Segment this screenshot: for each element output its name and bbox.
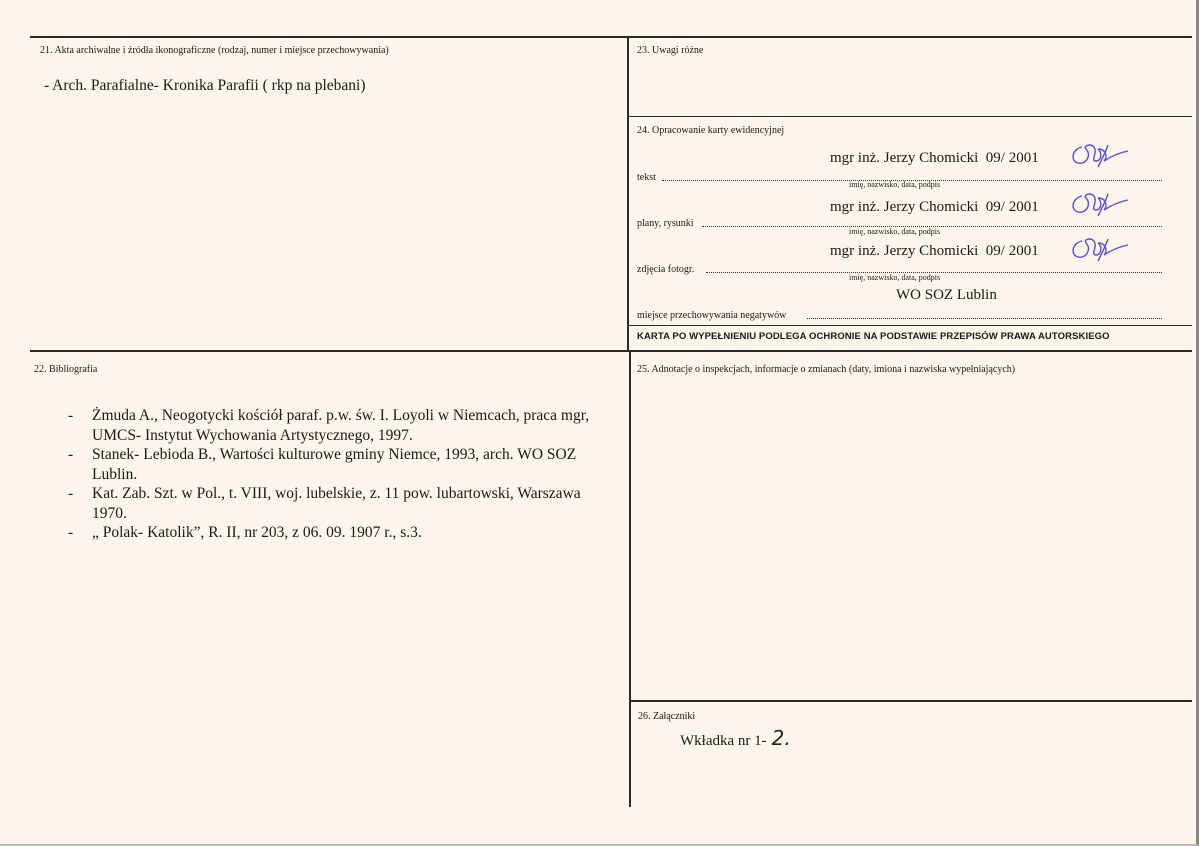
signature-text [1068, 137, 1132, 171]
bibliography-item [68, 484, 608, 523]
plans-row-caption: imię, nazwisko, data, podpis [849, 227, 941, 236]
bibliography-item-text: Żmuda A., Neogotycki kościół paraf. p.w. św. I. Loyoli w Niemcach, praca mgr, UMCS- Instytut Wychowania Artystycznego, 1997. [92, 407, 590, 444]
text-row-caption: imię, nazwisko, data, podpis [849, 180, 941, 189]
notice-top-rule [628, 325, 1192, 326]
section21-label: 21. Akta archiwalne i źródła ikonograficzne (rodzaj, numer i miejsce przechowywania) [40, 45, 389, 56]
section21-entry: - Arch. Parafialne- Kronika Parafii ( rkp na plebani) [44, 77, 366, 94]
section26-label: 26. Załączniki [638, 711, 696, 722]
list-dash: - [68, 446, 74, 463]
photos-row-caption: imię, nazwisko, data, podpis [849, 273, 941, 282]
storage-value: WO SOZ Lublin [896, 287, 997, 303]
attachments-number: 2. [771, 726, 791, 750]
bibliography-item [68, 523, 608, 543]
bibliography-item-text: Kat. Zab. Szt. w Pol., t. VIII, woj. lubelskie, z. 11 pow. lubartowski, Warszawa 1970. [92, 485, 581, 522]
bibliography-item [68, 445, 608, 484]
bibliography-item-text: Stanek- Lebioda B., Wartości kulturowe gminy Niemce, 1993, arch. WO SOZ Lublin. [92, 446, 577, 483]
bibliography-item [68, 406, 608, 445]
copyright-notice: KARTA PO WYPEŁNIENIU PODLEGA OCHRONIE NA PODSTAWIE PRZEPISÓW PRAWA AUTORSKIEGO [637, 331, 1110, 342]
section22-label: 22. Bibliografia [34, 364, 98, 375]
photos-author-value: mgr inż. Jerzy Chomicki 09/ 2001 [830, 243, 1039, 259]
section25-label: 25. Adnotacje o inspekcjach, informacje o zmianach (daty, imiona i nazwiska wypełniających) [637, 364, 1016, 375]
signature-plans [1068, 186, 1132, 220]
photos-row-label: zdjęcia fotogr. [637, 264, 695, 275]
section23-bottom-rule [628, 116, 1192, 117]
top-rule [30, 36, 1192, 38]
attachments-prefix: Wkładka nr 1- [680, 733, 767, 749]
middle-rule [30, 350, 1192, 352]
section24-label: 24. Opracowanie karty ewidencyjnej [637, 125, 785, 136]
text-row-label: tekst [637, 172, 656, 183]
signature-photos [1068, 231, 1132, 265]
text-author-value: mgr inż. Jerzy Chomicki 09/ 2001 [830, 150, 1039, 166]
attachments-value [680, 726, 791, 750]
section23-label: 23. Uwagi różne [637, 45, 704, 56]
list-dash: - [68, 407, 74, 424]
right-column-divider [629, 351, 631, 807]
plans-row-label: plany, rysunki [637, 218, 694, 229]
storage-dotted-line [807, 318, 1162, 319]
left-column-divider [627, 37, 629, 352]
bibliography-list [68, 406, 608, 543]
list-dash: - [68, 485, 74, 502]
storage-label: miejsce przechowywania negatywów [637, 310, 787, 321]
section26-top-rule [630, 700, 1192, 702]
plans-author-value: mgr inż. Jerzy Chomicki 09/ 2001 [830, 199, 1039, 215]
bibliography-item-text: „ Polak- Katolik”, R. II, nr 203, z 06. 09. 1907 r., s.3. [92, 524, 422, 541]
list-dash: - [68, 524, 74, 541]
